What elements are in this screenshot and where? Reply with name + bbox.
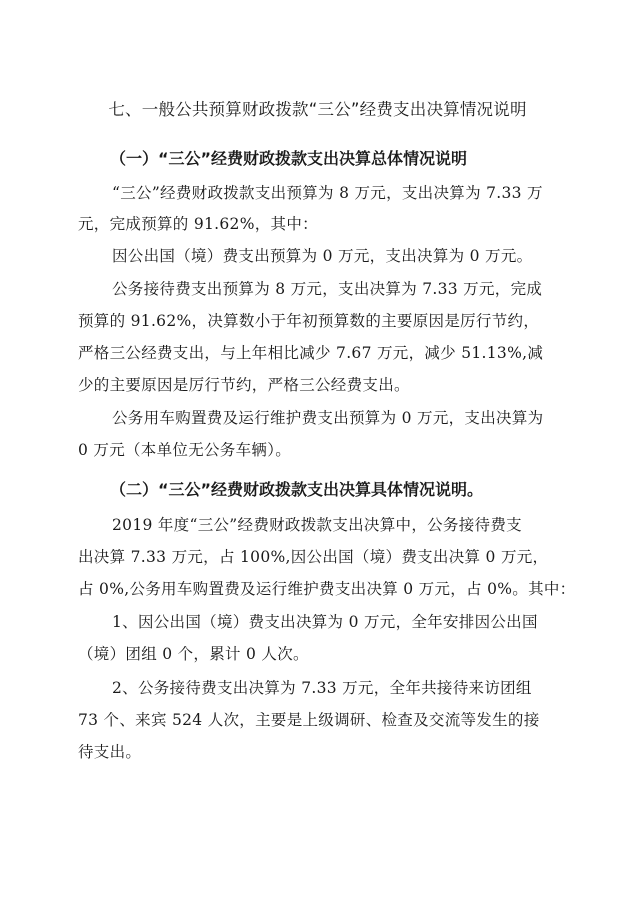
paragraph-line: 占 0%,公务用车购置费及运行维护费支出决算 0 万元，占 0%。其中： xyxy=(78,580,576,598)
paragraph-line: 2、公务接待费支出决算为 7.33 万元，全年共接待来访团组 xyxy=(112,679,532,697)
paragraph-line: 1、因公出国（境）费支出决算为 0 万元，全年安排因公出国 xyxy=(112,613,538,631)
paragraph-line: 因公出国（境）费支出预算为 0 万元，支出决算为 0 万元。 xyxy=(112,247,533,265)
paragraph-line: 公务用车购置费及运行维护费支出预算为 0 万元，支出决算为 xyxy=(112,409,544,427)
document-title: 七、一般公共预算财政拨款“三公”经费支出决算情况说明 xyxy=(108,100,527,119)
paragraph-line: 73 个、来宾 524 人次，主要是上级调研、检查及交流等发生的接 xyxy=(78,711,540,729)
paragraph-line: 0 万元（本单位无公务车辆）。 xyxy=(78,441,292,459)
paragraph-line: 待支出。 xyxy=(78,743,142,761)
paragraph-line: 严格三公经费支出，与上年相比减少 7.67 万元，减少 51.13%,减 xyxy=(78,344,544,362)
section-heading-overall: （一）“三公”经费财政拨款支出决算总体情况说明 xyxy=(110,149,468,168)
paragraph-line: 公务接待费支出预算为 8 万元，支出决算为 7.33 万元，完成 xyxy=(112,280,543,298)
paragraph-line: “三公”经费财政拨款支出预算为 8 万元，支出决算为 7.33 万 xyxy=(112,184,543,202)
paragraph-line: 元，完成预算的 91.62%，其中： xyxy=(78,215,318,233)
paragraph-line: 预算的 91.62%，决算数小于年初预算数的主要原因是厉行节约， xyxy=(78,312,540,330)
paragraph-line: 出决算 7.33 万元，占 100%,因公出国（境）费支出决算 0 万元， xyxy=(78,548,549,566)
paragraph-line: （境）团组 0 个，累计 0 人次。 xyxy=(78,645,309,663)
paragraph-line: 少的主要原因是厉行节约，严格三公经费支出。 xyxy=(78,376,410,394)
section-heading-detail: （二）“三公”经费财政拨款支出决算具体情况说明。 xyxy=(110,480,484,499)
paragraph-line: 2019 年度“三公”经费财政拨款支出决算中，公务接待费支 xyxy=(112,516,522,534)
